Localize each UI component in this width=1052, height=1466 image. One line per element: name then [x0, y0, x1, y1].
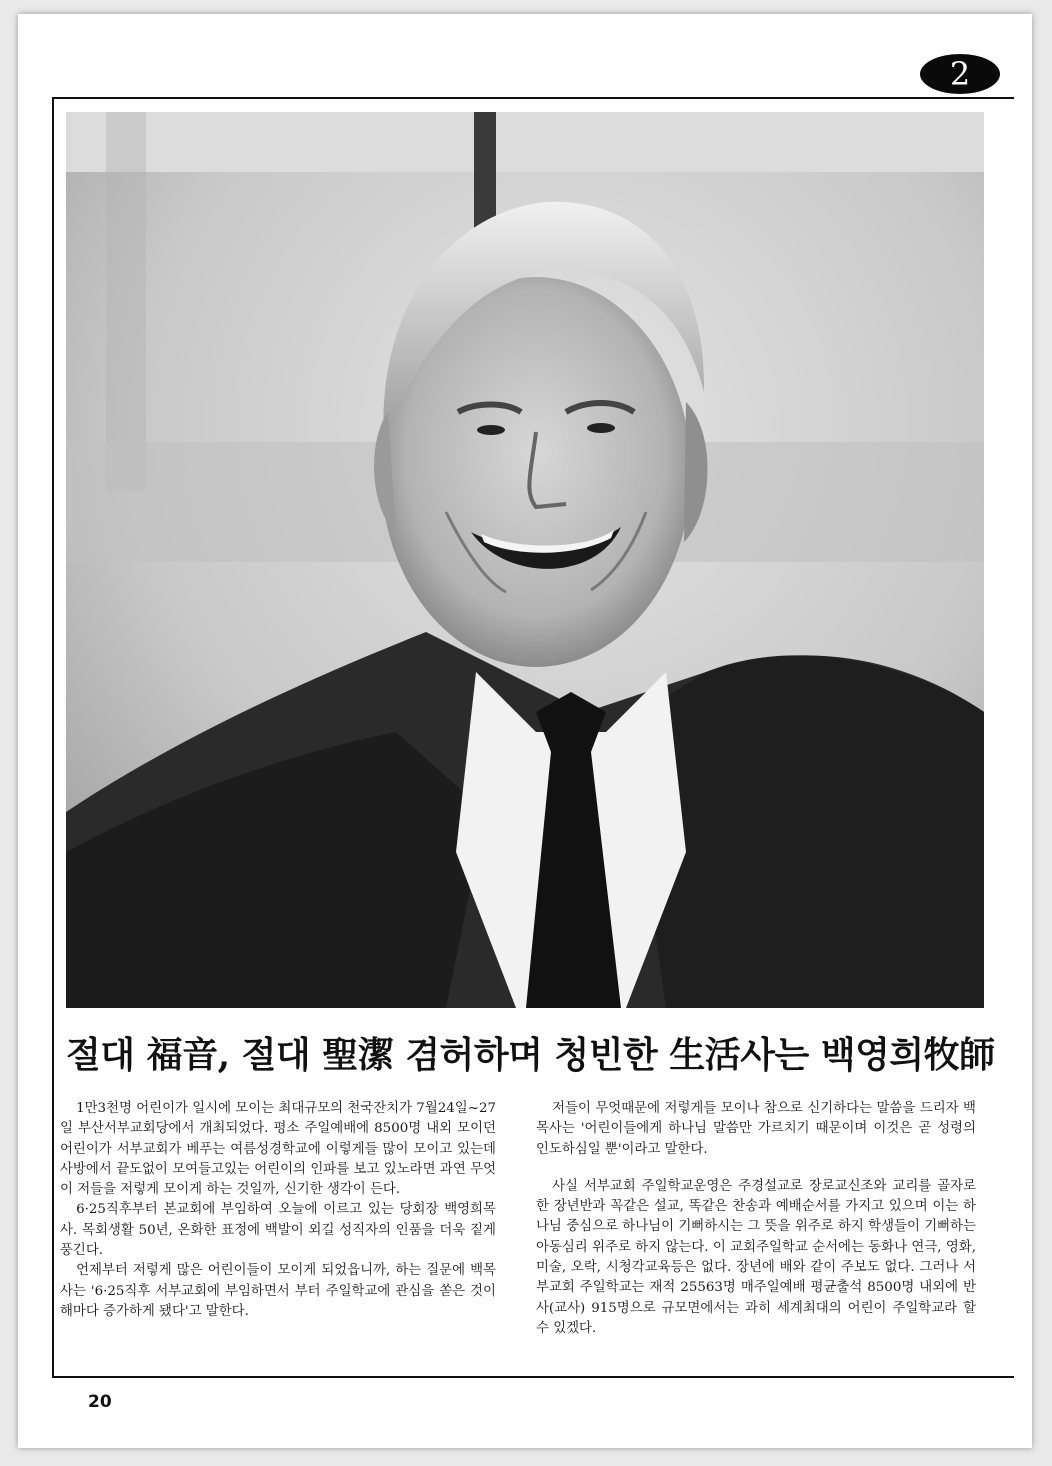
portrait-illustration [66, 112, 984, 1008]
page-section-badge: 2 [920, 54, 1000, 94]
paragraph: 사실 서부교회 주일학교운영은 주경설교로 장로교신조와 교리를 골자로한 장년반과 꼭같은 설교, 똑같은 찬송과 예배순서를 가지고 있으며 이는 하나님 중심으로 하나님이 기뻐하시는 그 뜻을 위주로 하지 학생들이 기뻐하는 아동심리 위주로 하지 않는다. 이 교회주일학교 순서에는 동화나 연극, 영화, 미술, 오락, 시청각교육등은 없다. 장년에 배와 같이 주보도 없다. 그러나 서부교회 주일학교는 재적 25563명 매주일예배 평균출석 8500명 내외에 반사(교사) 915명으로 규모면에서는 과히 세계최대의 어린이 주일학교라 할 수 있겠다. [536, 1178, 976, 1336]
paragraph: 6·25직후부터 본교회에 부임하여 오늘에 이르고 있는 당회장 백영희목사. 목회생활 50년, 온화한 표정에 백발이 외길 성직자의 인품을 더욱 짙게 풍긴다. [60, 1202, 496, 1259]
paragraph: 1만3천명 어린이가 일시에 모이는 최대규모의 천국잔치가 7월24일~27일 부산서부교회당에서 개최되었다. 평소 주일예배에 8500명 내외 모이던 어린이가 서부교회가 베푸는 여름성경학교에 이렇게들 많이 모이고 있는데 사방에서 끝도없이 모여들고있는 어린이의 인파를 보고 있노라면 과연 무엇이 저들을 저렇게 모이게 하는 것일까, 신기한 생각이 든다. [60, 1101, 496, 1198]
paragraph: 저들이 무엇때문에 저렇게들 모이나 참으로 신기하다는 말씀을 드리자 백목사는 '어린이들에게 하나님 말씀만 가르치기 때문이며 이것은 곧 성령의 인도하심일 뿐'이라고 말한다. [536, 1101, 976, 1157]
magazine-page [18, 14, 1032, 1448]
left-vertical-rule [52, 97, 54, 1376]
article-right-column [536, 1099, 976, 1339]
bottom-rule [52, 1376, 1014, 1378]
portrait-photo [66, 112, 984, 1008]
page-number: 20 [88, 1392, 112, 1412]
article-left-column [60, 1099, 496, 1322]
article-headline: 절대 福音, 절대 聖潔 겸허하며 청빈한 生活사는 백영희牧師 [66, 1033, 995, 1076]
top-rule [52, 97, 1014, 99]
paragraph: 언제부터 저렇게 많은 어린이들이 모이게 되었읍니까, 하는 질문에 백목사는 '6·25직후 서부교회에 부임하면서 부터 주일학교에 관심을 쏟은 것이 해마다 증가하게 됐다'고 말한다. [60, 1263, 496, 1319]
